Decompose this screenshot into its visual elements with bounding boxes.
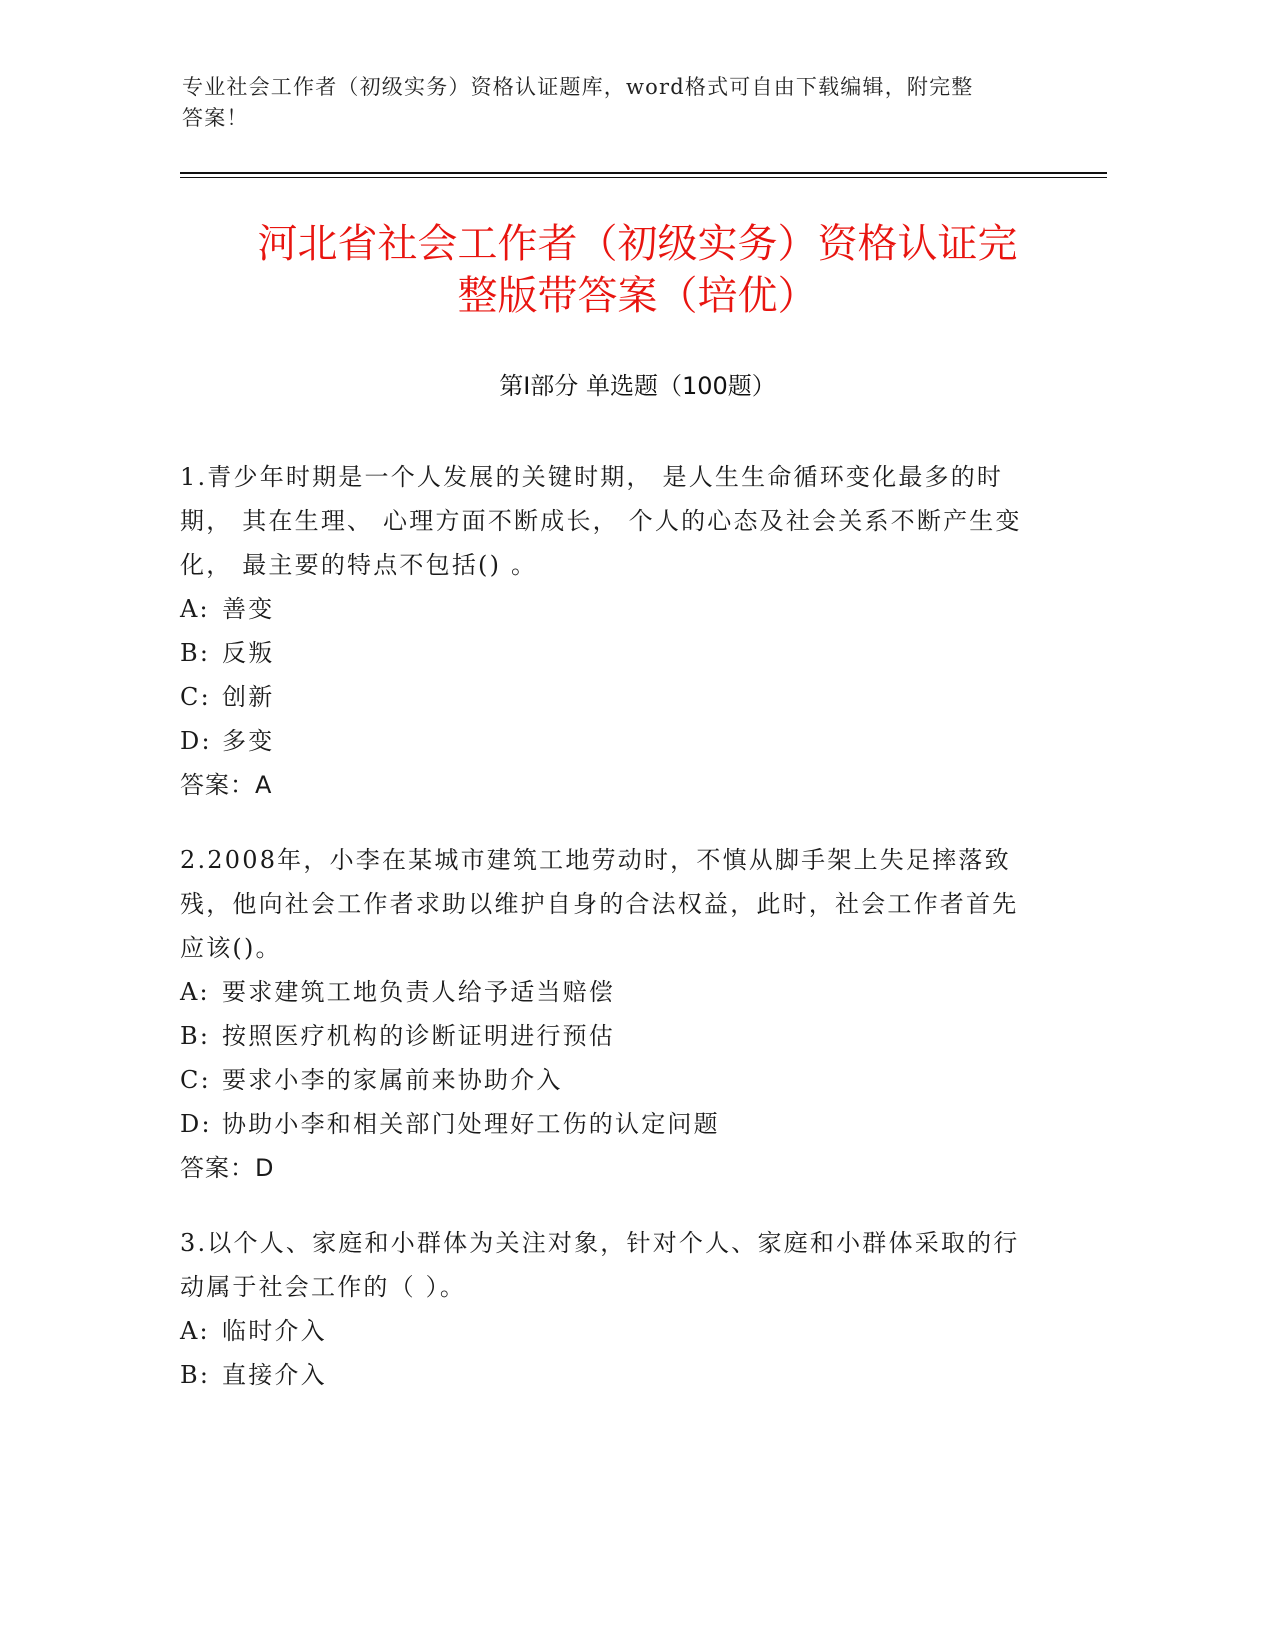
option-b <box>180 1014 1040 1058</box>
header-divider-thin <box>180 177 1107 178</box>
option-key: D: <box>180 1110 212 1138</box>
document-title-line-2: 整版带答案（培优） <box>457 273 818 319</box>
question-list <box>180 455 1040 1428</box>
option-key: B: <box>180 639 211 667</box>
option-b <box>180 631 1040 675</box>
question-2 <box>180 838 1040 1190</box>
option-c <box>180 1058 1040 1102</box>
header-note-line-1: 专业社会工作者（初级实务）资格认证题库，word格式可自由下载编辑，附完整 <box>182 75 974 99</box>
header-note <box>182 72 1032 134</box>
option-key: B: <box>180 1022 211 1050</box>
option-text: 协助小李和相关部门处理好工伤的认定问题 <box>222 1110 720 1138</box>
question-stem: 2.2008年，小李在某城市建筑工地劳动时，不慎从脚手架上失足摔落致残，他向社会工作者求助以维护自身的合法权益，此时，社会工作者首先应该()。 <box>180 846 1019 962</box>
option-a <box>180 1309 1040 1353</box>
option-text: 多变 <box>222 727 275 755</box>
option-key: D: <box>180 727 212 755</box>
document-title <box>150 218 1125 322</box>
option-text: 反叛 <box>222 639 275 667</box>
question-3 <box>180 1221 1040 1397</box>
question-stem: 3.以个人、家庭和小群体为关注对象，针对个人、家庭和小群体采取的行动属于社会工作的（ ）。 <box>180 1229 1020 1301</box>
section-heading: 第Ⅰ部分 单选题（100题） <box>499 372 776 400</box>
option-key: A: <box>180 595 210 623</box>
header-note-line-2: 答案！ <box>182 106 249 130</box>
option-text: 按照医疗机构的诊断证明进行预估 <box>222 1022 615 1050</box>
option-d <box>180 1102 1040 1146</box>
question-1 <box>180 455 1040 807</box>
option-a <box>180 970 1040 1014</box>
option-key: C: <box>180 683 211 711</box>
option-key: C: <box>180 1066 211 1094</box>
option-key: B: <box>180 1361 211 1389</box>
answer-line: 答案：D <box>180 1154 275 1182</box>
option-b <box>180 1353 1040 1397</box>
option-key: A: <box>180 978 210 1006</box>
option-c <box>180 675 1040 719</box>
option-d <box>180 719 1040 763</box>
option-text: 直接介入 <box>222 1361 327 1389</box>
option-text: 创新 <box>222 683 275 711</box>
question-stem: 1.青少年时期是一个人发展的关键时期， 是人生生命循环变化最多的时期， 其在生理、 心理方面不断成长， 个人的心态及社会关系不断产生变化， 最主要的特点不包括() 。 <box>180 463 1022 579</box>
header-divider-thick <box>180 172 1107 174</box>
document-title-line-1: 河北省社会工作者（初级实务）资格认证完 <box>257 221 1018 267</box>
option-text: 临时介入 <box>222 1317 327 1345</box>
answer-line: 答案：A <box>180 771 273 799</box>
option-text: 要求小李的家属前来协助介入 <box>222 1066 563 1094</box>
option-text: 要求建筑工地负责人给予适当赔偿 <box>222 978 615 1006</box>
option-a <box>180 587 1040 631</box>
option-key: A: <box>180 1317 210 1345</box>
option-text: 善变 <box>222 595 275 623</box>
